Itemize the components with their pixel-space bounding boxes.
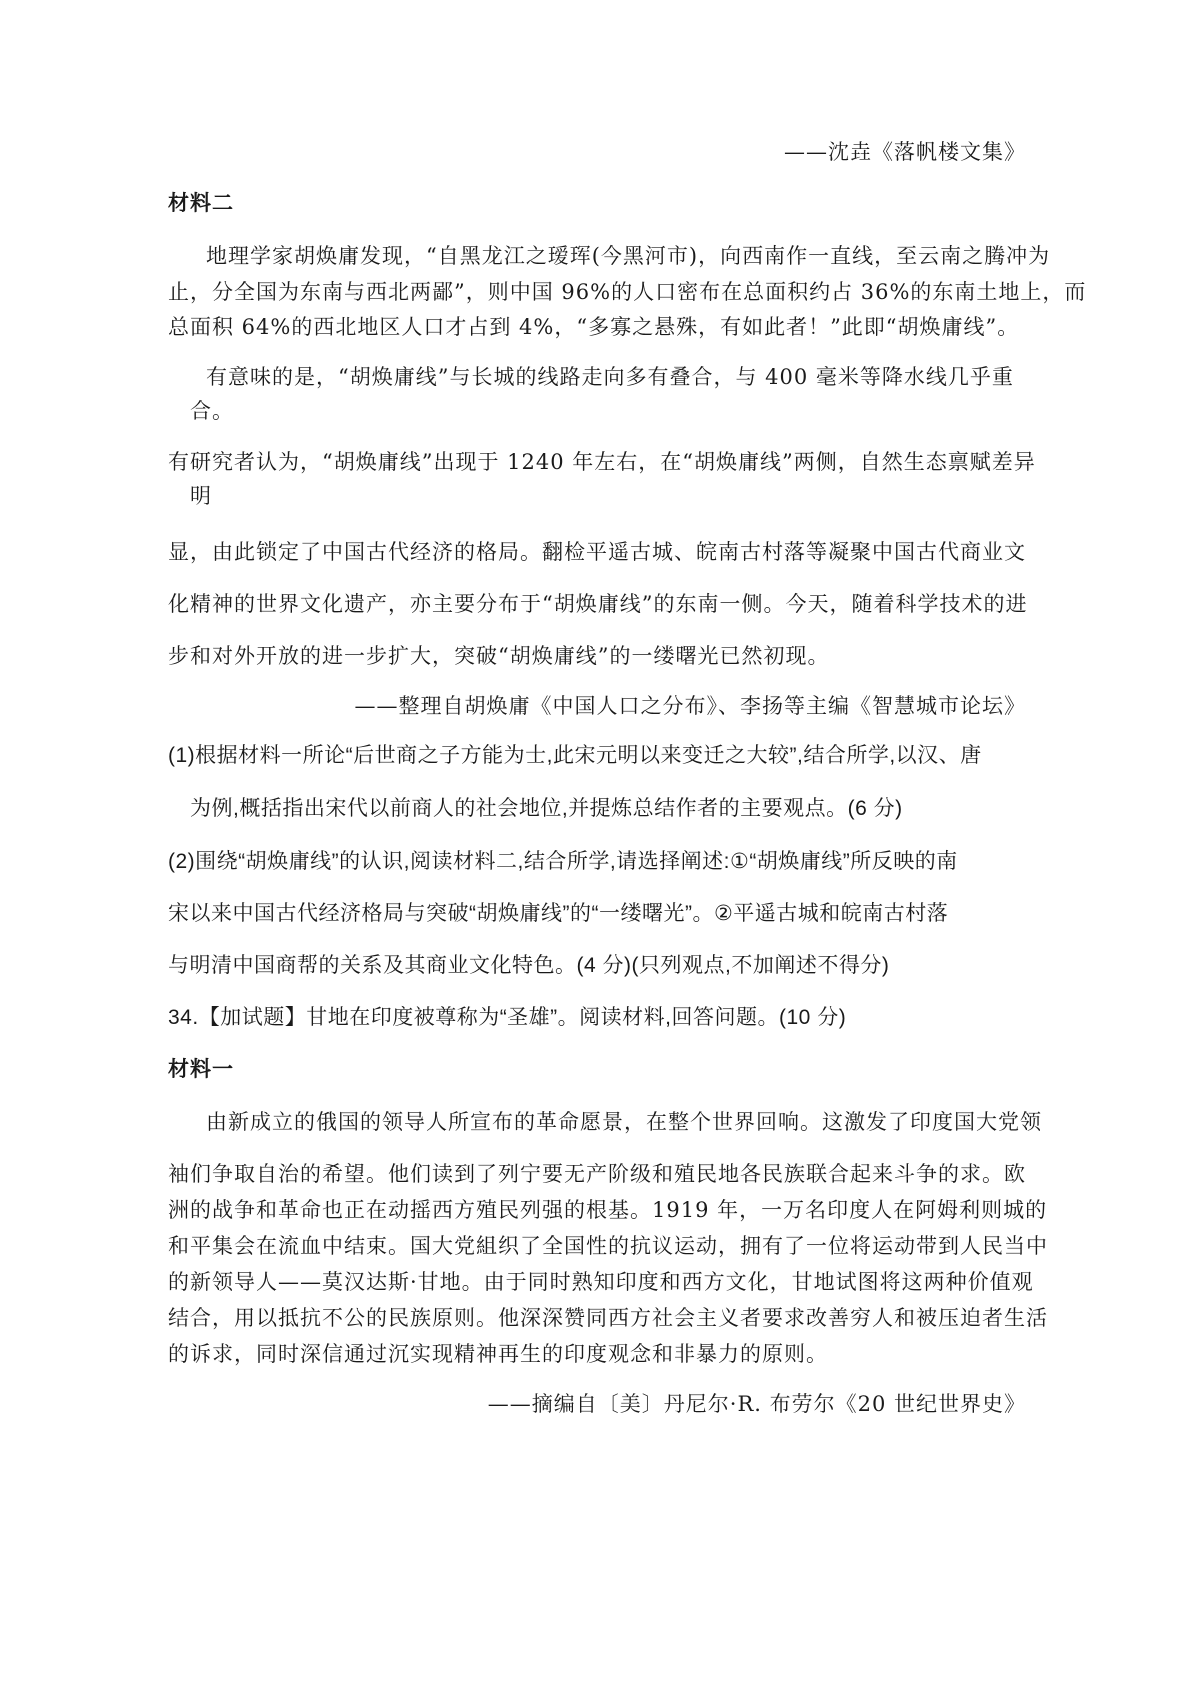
source-material-1: ——摘编自〔美〕丹尼尔·R. 布劳尔《20 世纪世界史》 xyxy=(487,1392,1026,1416)
material-1-line-5: 的新领导人——莫汉达斯·甘地。由于同时熟知印度和西方文化，甘地试图将这两种价值观 xyxy=(168,1270,1034,1294)
material-1-heading: 材料一 xyxy=(168,1058,234,1081)
question-34: 34.【加试题】甘地在印度被尊称为“圣雄”。阅读材料,回答问题。(10 分) xyxy=(168,1006,847,1029)
material-2-p1-line-1: 地理学家胡焕庸发现，“自黑龙江之瑷珲(今黑河市)，向西南作一直线，至云南之腾冲为 xyxy=(206,244,1051,268)
material-1-line-7: 的诉求，同时深信通过沉实现精神再生的印度观念和非暴力的原则。 xyxy=(168,1342,828,1366)
material-2-p1-line-2: 止，分全国为东南与西北两鄙”，则中国 96%的人口密布在总面积约占 36%的东南土地上，而 xyxy=(168,280,1087,304)
material-1-line-1: 由新成立的俄国的领导人所宣布的革命愿景，在整个世界回响。这激发了印度国大党领 xyxy=(206,1110,1042,1134)
question-2-line-2: 宋以来中国古代经济格局与突破“胡焕庸线”的“一缕曙光”。②平遥古城和皖南古村落 xyxy=(168,902,949,925)
material-2-p3-line-1: 有研究者认为，“胡焕庸线”出现于 1240 年左右，在“胡焕庸线”两侧，自然生态禀赋差异 xyxy=(168,450,1036,474)
material-1-line-3: 洲的战争和革命也正在动摇西方殖民列强的根基。1919 年，一万名印度人在阿姆利则城的 xyxy=(168,1198,1048,1222)
material-2-p3-line-2: 明 xyxy=(190,484,212,508)
question-2-line-1: (2)围绕“胡焕庸线”的认识,阅读材料二,结合所学,请选择阐述:①“胡焕庸线”所反映的南 xyxy=(168,850,958,873)
material-2-p3-line-3: 显，由此锁定了中国古代经济的格局。翻检平遥古城、皖南古村落等凝聚中国古代商业文 xyxy=(168,540,1026,564)
material-1-line-4: 和平集会在流血中结束。国大党組织了全国性的抗议运动，拥有了一位将运动带到人民当中 xyxy=(168,1234,1048,1258)
material-1-line-6: 结合，用以抵抗不公的民族原则。他深深赞同西方社会主义者要求改善穷人和被压迫者生活 xyxy=(168,1306,1048,1330)
question-2-line-3: 与明清中国商帮的关系及其商业文化特色。(4 分)(只列观点,不加阐述不得分) xyxy=(168,954,890,977)
source-material-1-prev: ——沈垚《落帆楼文集》 xyxy=(784,140,1026,164)
material-2-p1-line-3: 总面积 64%的西北地区人口才占到 4%，“多寡之悬殊，有如此者！”此即“胡焕庸线”。 xyxy=(168,315,1020,339)
material-2-p2-line-2: 合。 xyxy=(190,399,234,423)
material-2-p3-line-4: 化精神的世界文化遗产，亦主要分布于“胡焕庸线”的东南一侧。今天，随着科学技术的进 xyxy=(168,592,1028,616)
question-1-line-2: 为例,概括指出宋代以前商人的社会地位,并提炼总结作者的主要观点。(6 分) xyxy=(190,797,903,820)
material-2-p2-line-1: 有意味的是，“胡焕庸线”与长城的线路走向多有叠合，与 400 毫米等降水线几乎重 xyxy=(206,365,1014,389)
question-1-line-1: (1)根据材料一所论“后世商之子方能为士,此宋元明以来变迁之大较”,结合所学,以汉、唐 xyxy=(168,744,982,767)
material-1-line-2: 袖们争取自治的希望。他们读到了列宁要无产阶级和殖民地各民族联合起来斗争的求。欧 xyxy=(168,1162,1026,1186)
source-material-2: ——整理自胡焕庸《中国人口之分布》、李扬等主编《智慧城市论坛》 xyxy=(354,694,1026,718)
material-2-p3-line-5: 步和对外开放的进一步扩大，突破“胡焕庸线”的一缕曙光已然初现。 xyxy=(168,644,830,668)
material-2-heading: 材料二 xyxy=(168,192,234,215)
